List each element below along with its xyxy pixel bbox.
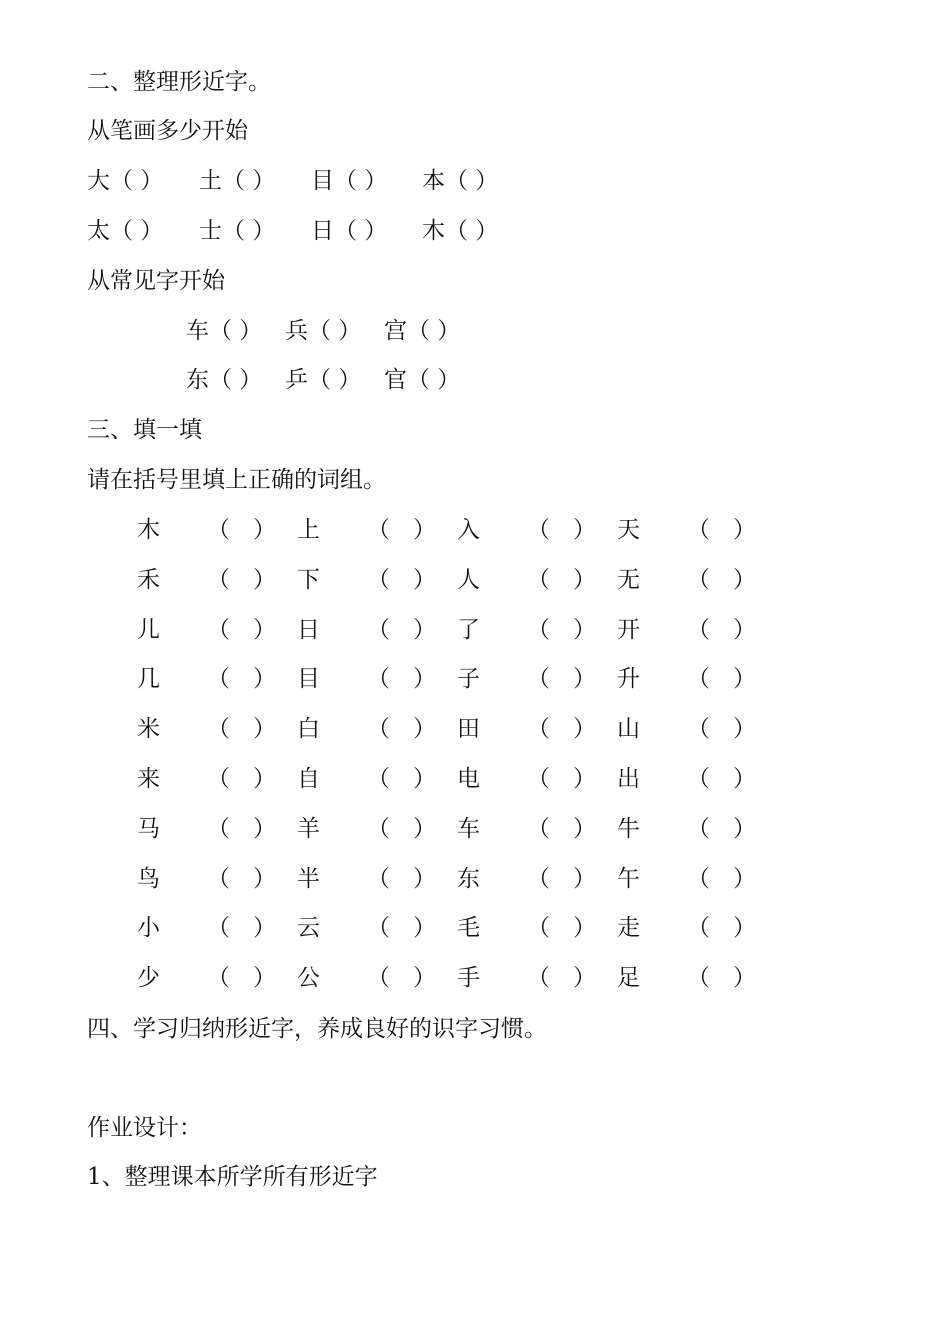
blank-close-paren[interactable]: ） <box>733 517 756 543</box>
grid-char: 电 <box>457 766 480 792</box>
grid-char: 半 <box>297 866 320 892</box>
char-pair <box>186 316 262 346</box>
homework-title: 作业设计： <box>87 1115 202 1141</box>
blank-open-paren[interactable]: （ <box>687 567 710 593</box>
answer-blank[interactable]: （ ） <box>222 168 276 194</box>
answer-blank[interactable]: （ ） <box>110 218 164 244</box>
blank-close-paren[interactable]: ） <box>573 716 596 742</box>
blank-close-paren[interactable]: ） <box>253 617 276 643</box>
grid-row <box>0 913 950 943</box>
blank-open-paren[interactable]: （ <box>207 567 230 593</box>
blank-close-paren[interactable]: ） <box>573 915 596 941</box>
grid-row <box>0 714 950 744</box>
homework-item-1: 1、整理课本所学所有形近字 <box>87 1164 378 1190</box>
answer-blank[interactable]: （ ） <box>334 218 388 244</box>
blank-close-paren[interactable]: ） <box>253 567 276 593</box>
grid-char: 木 <box>137 517 160 543</box>
blank-close-paren[interactable]: ） <box>253 915 276 941</box>
blank-open-paren[interactable]: （ <box>367 965 390 991</box>
blank-open-paren[interactable]: （ <box>207 517 230 543</box>
blank-close-paren[interactable]: ） <box>253 965 276 991</box>
blank-open-paren[interactable]: （ <box>207 666 230 692</box>
blank-close-paren[interactable]: ） <box>413 915 436 941</box>
char-pair <box>186 365 262 395</box>
char-pair <box>311 216 387 246</box>
blank-open-paren[interactable]: （ <box>687 517 710 543</box>
char: 土 <box>199 168 222 194</box>
blank-open-paren[interactable]: （ <box>367 617 390 643</box>
char: 目 <box>311 168 334 194</box>
grid-char: 东 <box>457 866 480 892</box>
blank-close-paren[interactable]: ） <box>733 816 756 842</box>
grid-char: 禾 <box>137 567 160 593</box>
char-pair <box>199 216 275 246</box>
blank-open-paren[interactable]: （ <box>367 915 390 941</box>
blank-close-paren[interactable]: ） <box>413 517 436 543</box>
char-pair <box>87 166 163 196</box>
section2-heading: 二、整理形近字。 <box>87 69 271 95</box>
grid-char: 升 <box>617 666 640 692</box>
grid-char: 几 <box>137 666 160 692</box>
char-pair <box>285 316 361 346</box>
blank-close-paren[interactable]: ） <box>253 766 276 792</box>
char-pair <box>422 166 498 196</box>
blank-close-paren[interactable]: ） <box>413 617 436 643</box>
blank-close-paren[interactable]: ） <box>413 965 436 991</box>
blank-open-paren[interactable]: （ <box>367 716 390 742</box>
answer-blank[interactable]: （ ） <box>209 367 263 393</box>
blank-close-paren[interactable]: ） <box>573 666 596 692</box>
blank-close-paren[interactable]: ） <box>573 965 596 991</box>
blank-close-paren[interactable]: ） <box>413 567 436 593</box>
grid-row <box>0 664 950 694</box>
grid-char: 日 <box>297 617 320 643</box>
blank-open-paren[interactable]: （ <box>527 866 550 892</box>
blank-close-paren[interactable]: ） <box>573 866 596 892</box>
blank-open-paren[interactable]: （ <box>367 766 390 792</box>
grid-char: 马 <box>137 816 160 842</box>
char: 大 <box>87 168 110 194</box>
answer-blank[interactable]: （ ） <box>445 218 499 244</box>
grid-char: 天 <box>617 517 640 543</box>
blank-close-paren[interactable]: ） <box>733 716 756 742</box>
grid-row <box>0 963 950 993</box>
grid-char: 入 <box>457 517 480 543</box>
blank-close-paren[interactable]: ） <box>253 716 276 742</box>
blank-close-paren[interactable]: ） <box>573 517 596 543</box>
blank-close-paren[interactable]: ） <box>413 666 436 692</box>
section2-sub-common: 从常见字开始 <box>87 268 225 294</box>
blank-close-paren[interactable]: ） <box>733 766 756 792</box>
answer-blank[interactable]: （ ） <box>445 168 499 194</box>
blank-close-paren[interactable]: ） <box>253 866 276 892</box>
grid-char: 田 <box>457 716 480 742</box>
grid-row <box>0 764 950 794</box>
char: 兵 <box>285 318 308 344</box>
char-pair <box>422 216 498 246</box>
grid-row <box>0 565 950 595</box>
char: 本 <box>422 168 445 194</box>
blank-close-paren[interactable]: ） <box>733 567 756 593</box>
grid-char: 足 <box>617 965 640 991</box>
answer-blank[interactable]: （ ） <box>334 168 388 194</box>
char: 日 <box>311 218 334 244</box>
blank-close-paren[interactable]: ） <box>413 816 436 842</box>
answer-blank[interactable]: （ ） <box>308 318 362 344</box>
blank-open-paren[interactable]: （ <box>527 567 550 593</box>
grid-char: 山 <box>617 716 640 742</box>
char-pair <box>384 316 460 346</box>
grid-char: 自 <box>297 766 320 792</box>
blank-close-paren[interactable]: ） <box>413 766 436 792</box>
blank-close-paren[interactable]: ） <box>733 666 756 692</box>
char-pair <box>285 365 361 395</box>
answer-blank[interactable]: （ ） <box>209 318 263 344</box>
char: 乒 <box>285 367 308 393</box>
section3-heading: 三、填一填 <box>87 417 202 443</box>
grid-row <box>0 615 950 645</box>
section4-heading: 四、学习归纳形近字，养成良好的识字习惯。 <box>87 1016 547 1042</box>
blank-open-paren[interactable]: （ <box>527 915 550 941</box>
blank-open-paren[interactable]: （ <box>367 816 390 842</box>
grid-char: 毛 <box>457 915 480 941</box>
char-pair <box>87 216 163 246</box>
grid-char: 鸟 <box>137 866 160 892</box>
grid-char: 上 <box>297 517 320 543</box>
blank-open-paren[interactable]: （ <box>367 517 390 543</box>
answer-blank[interactable]: （ ） <box>308 367 362 393</box>
grid-char: 无 <box>617 567 640 593</box>
answer-blank[interactable]: （ ） <box>407 318 461 344</box>
blank-open-paren[interactable]: （ <box>527 617 550 643</box>
blank-close-paren[interactable]: ） <box>573 567 596 593</box>
blank-open-paren[interactable]: （ <box>367 666 390 692</box>
blank-open-paren[interactable]: （ <box>687 766 710 792</box>
grid-char: 了 <box>457 617 480 643</box>
blank-open-paren[interactable]: （ <box>207 965 230 991</box>
grid-char: 米 <box>137 716 160 742</box>
blank-open-paren[interactable]: （ <box>687 617 710 643</box>
blank-close-paren[interactable]: ） <box>253 517 276 543</box>
grid-char: 下 <box>297 567 320 593</box>
grid-char: 羊 <box>297 816 320 842</box>
blank-open-paren[interactable]: （ <box>207 915 230 941</box>
blank-close-paren[interactable]: ） <box>733 617 756 643</box>
grid-char: 目 <box>297 666 320 692</box>
blank-close-paren[interactable]: ） <box>573 766 596 792</box>
blank-open-paren[interactable]: （ <box>527 766 550 792</box>
char-pair <box>311 166 387 196</box>
blank-close-paren[interactable]: ） <box>733 866 756 892</box>
char: 宫 <box>384 318 407 344</box>
grid-row <box>0 515 950 545</box>
answer-blank[interactable]: （ ） <box>407 367 461 393</box>
blank-open-paren[interactable]: （ <box>687 816 710 842</box>
char-pair <box>384 365 460 395</box>
char: 士 <box>199 218 222 244</box>
blank-open-paren[interactable]: （ <box>687 666 710 692</box>
answer-blank[interactable]: （ ） <box>110 168 164 194</box>
section3-instruction: 请在括号里填上正确的词组。 <box>87 467 386 493</box>
char-pair <box>199 166 275 196</box>
blank-open-paren[interactable]: （ <box>527 517 550 543</box>
blank-open-paren[interactable]: （ <box>207 766 230 792</box>
grid-char: 出 <box>617 766 640 792</box>
grid-char: 走 <box>617 915 640 941</box>
blank-open-paren[interactable]: （ <box>367 567 390 593</box>
grid-char: 白 <box>297 716 320 742</box>
blank-open-paren[interactable]: （ <box>527 965 550 991</box>
grid-char: 儿 <box>137 617 160 643</box>
grid-char: 公 <box>297 965 320 991</box>
blank-close-paren[interactable]: ） <box>413 716 436 742</box>
blank-open-paren[interactable]: （ <box>687 866 710 892</box>
blank-close-paren[interactable]: ） <box>573 617 596 643</box>
blank-open-paren[interactable]: （ <box>207 716 230 742</box>
blank-close-paren[interactable]: ） <box>733 915 756 941</box>
blank-open-paren[interactable]: （ <box>687 716 710 742</box>
grid-char: 小 <box>137 915 160 941</box>
grid-char: 牛 <box>617 816 640 842</box>
grid-char: 午 <box>617 866 640 892</box>
char: 太 <box>87 218 110 244</box>
blank-close-paren[interactable]: ） <box>253 666 276 692</box>
blank-close-paren[interactable]: ） <box>733 965 756 991</box>
blank-open-paren[interactable]: （ <box>367 866 390 892</box>
blank-open-paren[interactable]: （ <box>687 915 710 941</box>
grid-char: 车 <box>457 816 480 842</box>
blank-open-paren[interactable]: （ <box>207 617 230 643</box>
answer-blank[interactable]: （ ） <box>222 218 276 244</box>
char: 东 <box>186 367 209 393</box>
char: 木 <box>422 218 445 244</box>
char: 官 <box>384 367 407 393</box>
blank-open-paren[interactable]: （ <box>687 965 710 991</box>
blank-close-paren[interactable]: ） <box>413 866 436 892</box>
blank-open-paren[interactable]: （ <box>527 816 550 842</box>
grid-row <box>0 864 950 894</box>
grid-char: 手 <box>457 965 480 991</box>
grid-char: 少 <box>137 965 160 991</box>
blank-close-paren[interactable]: ） <box>573 816 596 842</box>
blank-open-paren[interactable]: （ <box>207 866 230 892</box>
grid-char: 子 <box>457 666 480 692</box>
section2-sub-strokes: 从笔画多少开始 <box>87 118 248 144</box>
grid-row <box>0 814 950 844</box>
grid-char: 人 <box>457 567 480 593</box>
blank-open-paren[interactable]: （ <box>527 666 550 692</box>
blank-close-paren[interactable]: ） <box>253 816 276 842</box>
grid-char: 云 <box>297 915 320 941</box>
char: 车 <box>186 318 209 344</box>
blank-open-paren[interactable]: （ <box>527 716 550 742</box>
grid-char: 开 <box>617 617 640 643</box>
grid-char: 来 <box>137 766 160 792</box>
blank-open-paren[interactable]: （ <box>207 816 230 842</box>
